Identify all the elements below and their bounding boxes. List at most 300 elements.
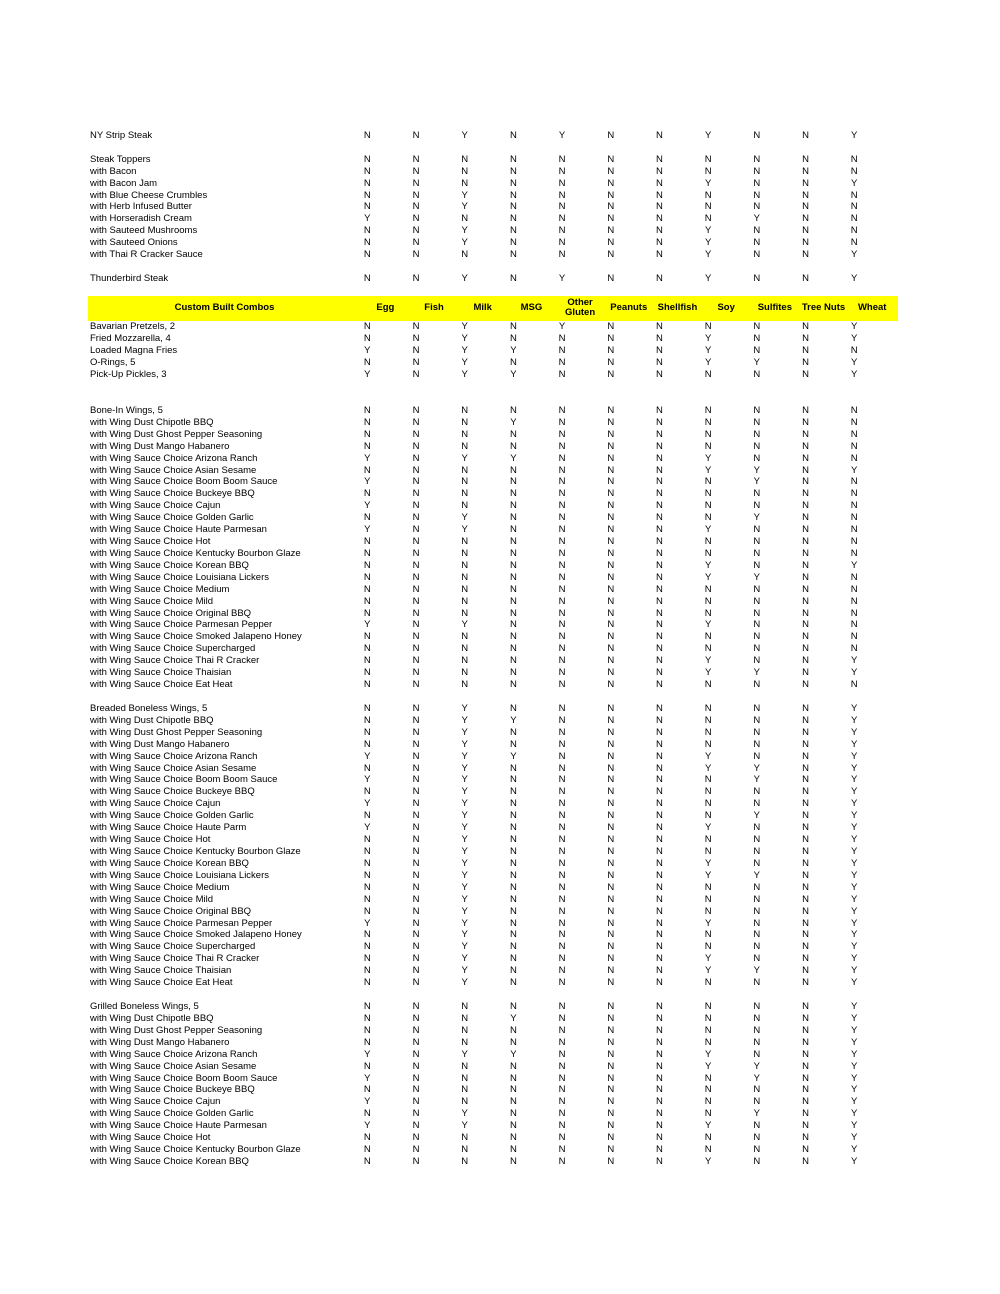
allergen-cell: N [558,1084,566,1096]
allergen-cell: N [607,881,615,893]
allergen-cell: Y [851,786,858,798]
allergen-cell: N [704,738,712,750]
allergen-cell: N [607,1144,615,1156]
allergen-cell: N [753,834,761,846]
allergen-cell: N [753,750,761,762]
allergen-cell: Y [461,345,468,357]
allergen-cell: N [412,881,420,893]
allergen-cell: N [558,1108,566,1120]
allergen-cell: Y [753,667,761,679]
allergen-cell: N [363,1012,371,1024]
allergen-cell: N [850,512,858,524]
allergen-cell: N [363,428,371,440]
allergen-cell: N [607,1132,615,1144]
table-row [88,345,898,357]
allergen-cell: N [412,404,420,416]
allergen-cell: N [656,177,663,189]
allergen-cell: N [802,1000,809,1012]
allergen-cell: N [558,786,566,798]
allergen-cell: N [802,726,809,738]
allergen-cell: N [412,440,420,452]
allergen-cell: N [363,225,371,237]
allergen-cell: Y [704,524,712,536]
table-row [88,1012,898,1024]
allergen-cell: N [802,869,809,881]
row-label: with Wing Dust Ghost Pepper Seasoning [90,1024,263,1036]
allergen-cell: N [850,345,858,357]
allergen-cell: N [363,953,371,965]
allergen-cell: N [753,1048,761,1060]
allergen-cell: N [802,177,809,189]
row-label: with Wing Sauce Choice Buckeye BBQ [90,1084,255,1096]
allergen-cell: N [802,547,809,559]
table-row [88,273,898,285]
column-header: Egg [376,302,395,314]
allergen-cell: N [509,810,517,822]
allergen-cell: N [704,1108,712,1120]
allergen-cell: N [412,452,420,464]
allergen-cell: N [656,249,663,261]
row-label: with Wing Sauce Choice Thai R Cracker [90,655,260,667]
allergen-cell: N [802,249,809,261]
allergen-cell: Y [461,965,468,977]
allergen-cell: N [656,1048,663,1060]
allergen-cell: N [509,177,517,189]
allergen-cell: N [753,1000,761,1012]
row-label: with Wing Dust Chipotle BBQ [90,416,214,428]
allergen-cell: N [558,524,566,536]
table-row [88,607,898,619]
allergen-table [88,130,898,1168]
allergen-cell: N [607,189,615,201]
allergen-cell: N [607,1120,615,1132]
allergen-cell: N [461,1012,469,1024]
allergen-cell: N [656,631,663,643]
allergen-cell: N [704,1012,712,1024]
allergen-cell: Y [510,369,517,381]
allergen-cell: N [607,726,615,738]
table-row [88,917,898,929]
allergen-cell: Y [704,917,712,929]
allergen-cell: N [461,153,469,165]
allergen-cell: N [607,1084,615,1096]
allergen-cell: Y [851,369,858,381]
allergen-cell: Y [753,213,761,225]
allergen-cell: N [753,345,761,357]
allergen-cell: N [753,500,761,512]
allergen-cell: N [704,881,712,893]
allergen-cell: N [607,404,615,416]
allergen-cell: N [363,201,371,213]
allergen-cell: N [412,977,420,989]
allergen-cell: N [558,726,566,738]
allergen-cell: Y [704,452,712,464]
allergen-cell: N [558,500,566,512]
table-row [88,846,898,858]
allergen-cell: N [412,345,420,357]
allergen-cell: N [558,512,566,524]
column-header: Peanuts [610,302,648,314]
allergen-cell: Y [364,1072,371,1084]
allergen-cell: N [656,524,663,536]
allergen-cell: N [802,834,809,846]
allergen-cell: N [363,738,371,750]
allergen-cell: N [509,1084,517,1096]
allergen-cell: Y [510,1048,517,1060]
allergen-cell: N [412,655,420,667]
allergen-cell: N [704,905,712,917]
allergen-cell: N [412,213,420,225]
row-label: with Wing Sauce Choice Eat Heat [90,977,233,989]
allergen-cell: N [461,583,469,595]
table-row [88,786,898,798]
allergen-cell: N [607,321,615,333]
allergen-cell: N [607,977,615,989]
allergen-cell: N [558,679,566,691]
allergen-cell: N [412,1084,420,1096]
allergen-cell: Y [753,357,761,369]
allergen-cell: N [607,452,615,464]
allergen-cell: N [607,1060,615,1072]
allergen-cell: N [753,416,761,428]
table-row [88,524,898,536]
allergen-cell: N [850,201,858,213]
allergen-cell: N [704,595,712,607]
allergen-cell: N [802,464,809,476]
allergen-cell: Y [851,857,858,869]
allergen-cell: N [412,798,420,810]
allergen-cell: N [802,1048,809,1060]
allergen-cell: N [656,857,663,869]
allergen-cell: N [558,201,566,213]
row-label: with Wing Sauce Choice Thaisian [90,965,232,977]
allergen-cell: N [802,321,809,333]
allergen-cell: N [461,1084,469,1096]
allergen-cell: Y [364,500,371,512]
allergen-cell: N [412,631,420,643]
allergen-cell: N [704,488,712,500]
allergen-cell: N [509,153,517,165]
allergen-cell: N [850,476,858,488]
allergen-cell: N [412,357,420,369]
allergen-cell: Y [704,822,712,834]
row-label: with Wing Sauce Choice Smoked Jalapeno Honey [90,929,302,941]
allergen-cell: N [363,595,371,607]
allergen-cell: Y [753,965,761,977]
row-label: with Wing Dust Ghost Pepper Seasoning [90,726,263,738]
row-label: with Wing Dust Chipotle BBQ [90,714,214,726]
allergen-cell: N [558,607,566,619]
allergen-cell: N [461,428,469,440]
allergen-cell: N [802,333,809,345]
allergen-cell: N [753,369,761,381]
allergen-cell: N [704,1096,712,1108]
allergen-cell: N [656,822,663,834]
table-row [88,905,898,917]
allergen-cell: Y [851,1120,858,1132]
allergen-cell: N [509,726,517,738]
allergen-cell: N [802,965,809,977]
allergen-cell: N [363,869,371,881]
allergen-cell: N [363,905,371,917]
allergen-cell: N [558,1024,566,1036]
allergen-cell: Y [461,524,468,536]
allergen-cell: Y [704,857,712,869]
allergen-cell: N [802,595,809,607]
allergen-cell: Y [364,798,371,810]
table-row [88,977,898,989]
allergen-cell: Y [704,273,712,285]
allergen-cell: N [558,153,566,165]
allergen-cell: N [802,1072,809,1084]
allergen-cell: N [461,607,469,619]
allergen-cell: N [509,881,517,893]
row-label: with Wing Sauce Choice Arizona Ranch [90,750,258,762]
allergen-cell: N [558,822,566,834]
allergen-cell: N [656,595,663,607]
table-row [88,822,898,834]
allergen-cell: N [656,762,663,774]
allergen-cell: N [558,213,566,225]
allergen-cell: N [753,237,761,249]
allergen-cell: N [850,428,858,440]
allergen-cell: N [753,165,761,177]
allergen-cell: N [363,357,371,369]
allergen-cell: N [558,834,566,846]
allergen-cell: N [363,655,371,667]
allergen-cell: N [558,643,566,655]
allergen-cell: N [802,1132,809,1144]
allergen-cell: Y [753,774,761,786]
allergen-cell: N [704,201,712,213]
row-label: NY Strip Steak [90,129,153,141]
allergen-cell: N [412,869,420,881]
allergen-cell: N [607,869,615,881]
row-label: with Wing Sauce Choice Supercharged [90,643,256,655]
allergen-cell: N [607,1000,615,1012]
allergen-cell: N [558,189,566,201]
allergen-cell: Y [704,619,712,631]
allergen-cell: N [753,798,761,810]
allergen-cell: N [656,583,663,595]
allergen-cell: Y [753,762,761,774]
table-row [88,440,898,452]
allergen-cell: N [558,547,566,559]
allergen-cell: N [802,1096,809,1108]
allergen-cell: N [363,667,371,679]
allergen-cell: N [802,345,809,357]
allergen-cell: Y [851,738,858,750]
allergen-cell: N [607,440,615,452]
row-label: Loaded Magna Fries [90,345,178,357]
row-label: with Wing Dust Mango Habanero [90,440,230,452]
allergen-cell: N [850,607,858,619]
allergen-cell: N [412,702,420,714]
allergen-cell: N [802,452,809,464]
table-row [88,357,898,369]
allergen-cell: Y [704,1120,712,1132]
allergen-cell: N [509,333,517,345]
allergen-cell: N [704,702,712,714]
allergen-cell: Y [704,1155,712,1167]
allergen-cell: N [850,500,858,512]
allergen-cell: Y [753,869,761,881]
allergen-cell: Y [461,1048,468,1060]
allergen-cell: N [607,536,615,548]
allergen-cell: Y [364,213,371,225]
allergen-cell: N [607,500,615,512]
allergen-cell: N [412,1144,420,1156]
allergen-cell: N [509,822,517,834]
allergen-cell: N [753,1120,761,1132]
allergen-cell: N [802,714,809,726]
row-label: with Wing Sauce Choice Louisiana Lickers [90,869,270,881]
table-row [88,153,898,165]
allergen-cell: N [558,488,566,500]
allergen-cell: Y [851,1144,858,1156]
table-row [88,714,898,726]
allergen-cell: N [558,583,566,595]
allergen-cell: N [607,428,615,440]
allergen-cell: N [509,321,517,333]
allergen-cell: N [607,1072,615,1084]
allergen-cell: Y [364,452,371,464]
table-row [88,762,898,774]
allergen-cell: N [558,1120,566,1132]
allergen-cell: N [753,905,761,917]
allergen-cell: Y [851,762,858,774]
allergen-cell: Y [851,1096,858,1108]
row-label: with Wing Sauce Choice Korean BBQ [90,1155,249,1167]
allergen-cell: N [704,774,712,786]
allergen-cell: N [363,1132,371,1144]
allergen-cell: N [704,1000,712,1012]
allergen-cell: N [558,857,566,869]
allergen-cell: N [558,965,566,977]
table-row [88,857,898,869]
allergen-cell: N [461,1144,469,1156]
allergen-cell: N [850,524,858,536]
table-row [88,595,898,607]
allergen-cell: Y [461,273,468,285]
allergen-cell: N [704,846,712,857]
row-label: with Wing Sauce Choice Thaisian [90,667,232,679]
allergen-cell: N [412,679,420,691]
allergen-cell: N [802,404,809,416]
allergen-cell: N [363,321,371,333]
table-row [88,893,898,905]
allergen-cell: N [802,941,809,953]
allergen-cell: N [412,273,420,285]
table-row [88,321,898,333]
allergen-cell: N [607,774,615,786]
allergen-cell: N [509,237,517,249]
allergen-cell: N [412,857,420,869]
allergen-cell: N [412,893,420,905]
allergen-cell: N [802,893,809,905]
allergen-cell: N [704,165,712,177]
table-row [88,1144,898,1156]
allergen-cell: N [363,177,371,189]
allergen-cell: N [753,893,761,905]
allergen-cell: Y [851,750,858,762]
allergen-cell: N [461,1060,469,1072]
row-label: Bavarian Pretzels, 2 [90,321,176,333]
allergen-cell: N [509,893,517,905]
allergen-cell: N [607,631,615,643]
row-label: with Wing Sauce Choice Korean BBQ [90,857,249,869]
allergen-cell: N [704,977,712,989]
row-label: with Horseradish Cream [90,213,192,225]
allergen-cell: N [850,547,858,559]
allergen-cell: N [363,881,371,893]
column-header: Shellfish [657,302,698,314]
allergen-cell: Y [851,977,858,989]
allergen-cell: N [802,1036,809,1048]
allergen-cell: N [558,345,566,357]
allergen-cell: N [802,762,809,774]
allergen-cell: N [607,738,615,750]
column-header: Milk [473,302,492,314]
allergen-cell: Y [461,774,468,786]
table-row [88,536,898,548]
allergen-cell: N [363,237,371,249]
allergen-cell: Y [851,893,858,905]
allergen-cell: N [656,153,663,165]
allergen-cell: N [363,965,371,977]
allergen-cell: N [704,189,712,201]
table-row [88,464,898,476]
allergen-cell: Y [558,129,566,141]
allergen-cell: Y [704,464,712,476]
allergen-cell: N [363,1144,371,1156]
allergen-cell: Y [704,762,712,774]
allergen-cell: N [461,1072,469,1084]
row-label: with Wing Sauce Choice Medium [90,583,230,595]
allergen-cell: N [412,571,420,583]
allergen-cell: N [704,798,712,810]
allergen-cell: N [753,404,761,416]
allergen-cell: N [753,714,761,726]
allergen-cell: N [412,177,420,189]
allergen-cell: N [656,1108,663,1120]
allergen-cell: N [412,1060,420,1072]
allergen-cell: N [802,571,809,583]
allergen-cell: N [607,607,615,619]
allergen-cell: N [802,1108,809,1120]
allergen-cell: N [363,404,371,416]
allergen-cell: N [850,416,858,428]
allergen-cell: N [607,1108,615,1120]
table-row [88,249,898,261]
allergen-cell: N [607,129,615,141]
allergen-cell: N [656,619,663,631]
allergen-cell: Y [364,476,371,488]
allergen-cell: N [802,213,809,225]
table-row [88,643,898,655]
allergen-cell: N [753,488,761,500]
allergen-cell: N [412,786,420,798]
allergen-cell: N [558,714,566,726]
allergen-cell: Y [851,1048,858,1060]
table-row [88,201,898,213]
allergen-cell: N [461,249,469,261]
allergen-cell: N [509,738,517,750]
allergen-cell: N [461,1024,469,1036]
allergen-cell: N [509,1060,517,1072]
allergen-cell: N [363,929,371,941]
allergen-cell: N [656,488,663,500]
